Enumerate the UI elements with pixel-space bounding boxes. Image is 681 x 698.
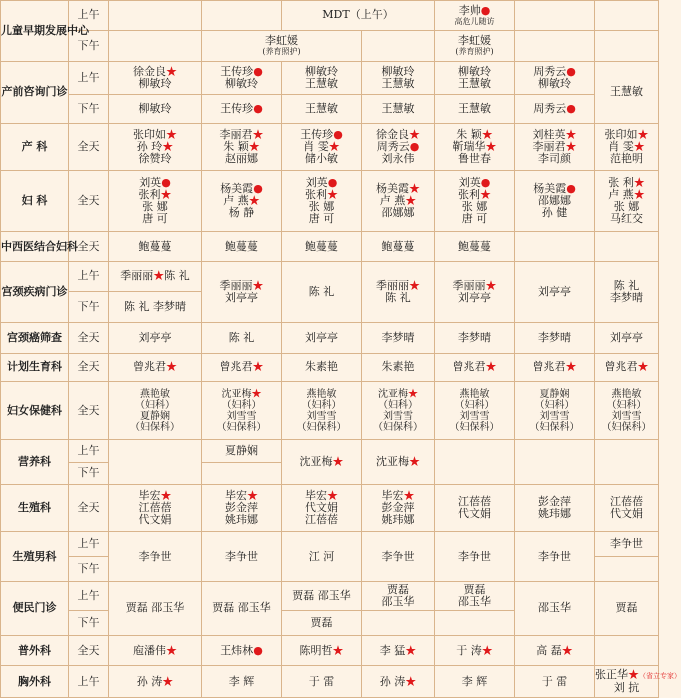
schedule-cell: 刘英● 张利★ 张 娜 唐 可: [109, 170, 202, 232]
period-label: 下午: [69, 557, 109, 582]
schedule-cell: 李梦晴: [435, 322, 515, 353]
schedule-cell: 季丽丽★ 陈 礼: [362, 262, 435, 323]
schedule-cell: 江蓓蓓 代文娟: [595, 485, 659, 532]
schedule-cell: 李梦晴: [362, 322, 435, 353]
schedule-cell: 王传珍● 柳敏玲: [202, 61, 282, 94]
period-label: 全天: [69, 124, 109, 170]
schedule-cell: 刘英● 张利★ 张 娜 唐 可: [282, 170, 362, 232]
table-row: [1, 170, 659, 232]
schedule-cell: 李争世: [595, 532, 659, 557]
schedule-cell: 刘亭亭: [515, 262, 595, 323]
schedule-cell: 柳敏玲 王慧敏: [435, 61, 515, 94]
dept-name: 儿童早期发展中心: [1, 1, 69, 62]
table-row: [1, 485, 659, 532]
period-label: 上午: [69, 262, 109, 292]
schedule-cell: 朱素艳: [362, 353, 435, 382]
schedule-cell: 杨美霞● 卢 燕★ 杨 静: [202, 170, 282, 232]
dept-name: 产 科: [1, 124, 69, 170]
schedule-cell: 朱素艳: [282, 353, 362, 382]
schedule-cell: 贾磊: [595, 581, 659, 635]
dept-name: 普外科: [1, 636, 69, 666]
schedule-cell: 李 猛★: [362, 636, 435, 666]
schedule-cell: 李虹媛 (养育照护): [435, 30, 515, 61]
table-row: [1, 262, 659, 292]
schedule-cell: 于 涛★: [435, 636, 515, 666]
schedule-cell: 张印如★ 肖 雯★ 范艳明: [595, 124, 659, 170]
schedule-cell: 张正华★（省立专家） 刘 抗: [595, 666, 659, 698]
table-row: [1, 30, 659, 61]
schedule-cell: 柳敏玲: [109, 94, 202, 124]
period-label: 全天: [69, 485, 109, 532]
schedule-cell: 柳敏玲 王慧敏: [282, 61, 362, 94]
schedule-cell: 鲍蔓蔓: [282, 232, 362, 262]
schedule-cell: 鲍蔓蔓: [109, 232, 202, 262]
schedule-cell: 陈 礼: [282, 262, 362, 323]
schedule-cell: 刘亭亭: [282, 322, 362, 353]
schedule-cell: 贾磊 邵玉华: [202, 581, 282, 635]
schedule-cell: 毕宏★ 代文娟 江蓓蓓: [282, 485, 362, 532]
schedule-cell: 燕艳敏 （妇科） 夏静娴 （妇保科）: [109, 382, 202, 440]
schedule-cell: 李争世: [515, 532, 595, 581]
schedule-cell: 杨美霞★ 卢 燕★ 邵娜娜: [362, 170, 435, 232]
schedule-cell: 李丽君★ 朱 颖★ 赵丽娜: [202, 124, 282, 170]
schedule-cell: 季丽丽★ 刘亭亭: [435, 262, 515, 323]
schedule-cell: 燕艳敏 （妇科） 刘雪雪 （妇保科）: [282, 382, 362, 440]
schedule-cell: 王传珍● 肖 雯★ 储小敏: [282, 124, 362, 170]
schedule-cell: 夏静娴: [202, 439, 282, 462]
schedule-cell: 李争世: [202, 532, 282, 581]
table-row: [1, 353, 659, 382]
schedule-cell: 李 辉: [435, 666, 515, 698]
dept-name: 生殖科: [1, 485, 69, 532]
table-row: [1, 666, 659, 698]
period-label: 上午: [69, 1, 109, 31]
period-label: 上午: [69, 61, 109, 94]
schedule-cell: 周秀云●: [515, 94, 595, 124]
schedule-cell: 朱 颖★ 靳瑞华★ 鲁世春: [435, 124, 515, 170]
schedule-cell: 王慧敏: [435, 94, 515, 124]
period-label: 全天: [69, 636, 109, 666]
schedule-cell: 江蓓蓓 代文娟: [435, 485, 515, 532]
schedule-cell: 陈 礼 李梦晴: [109, 291, 202, 322]
table-row: [1, 322, 659, 353]
dept-name: 妇 科: [1, 170, 69, 232]
schedule-cell: MDT（上午）: [282, 1, 435, 31]
schedule-cell: 柳敏玲 王慧敏: [362, 61, 435, 94]
schedule-cell: 王传珍●: [202, 94, 282, 124]
schedule-cell: 王慧敏: [282, 94, 362, 124]
schedule-cell: 陈 礼 李梦晴: [595, 262, 659, 323]
schedule-cell: 毕宏★ 彭金萍 姚玮娜: [362, 485, 435, 532]
schedule-cell: 于 雷: [282, 666, 362, 698]
dept-name: 计划生育科: [1, 353, 69, 382]
schedule-cell: 夏静娴 （妇科） 刘雪雪 （妇保科）: [515, 382, 595, 440]
schedule-cell: 刘桂英★ 李丽君★ 李司颜: [515, 124, 595, 170]
schedule-cell: 曾兆君★: [202, 353, 282, 382]
dept-name: 中西医结合妇科: [1, 232, 69, 262]
schedule-cell: 徐金良★ 周秀云● 刘永伟: [362, 124, 435, 170]
schedule-cell: 鲍蔓蔓: [362, 232, 435, 262]
table-row: [1, 1, 659, 31]
dept-name: 妇女保健科: [1, 382, 69, 440]
schedule-cell: 于 雷: [515, 666, 595, 698]
schedule-cell: 贾磊 邵玉华: [435, 581, 515, 610]
schedule-cell: 李争世: [109, 532, 202, 581]
table-row: [1, 439, 659, 462]
schedule-cell: 庖潘伟★: [109, 636, 202, 666]
schedule-cell: 沈亚梅★ （妇科） 刘雪雪 （妇保科）: [362, 382, 435, 440]
schedule-cell: 江 河: [282, 532, 362, 581]
schedule-cell: 沈亚梅★: [282, 439, 362, 484]
dept-name: 生殖男科: [1, 532, 69, 581]
period-label: 下午: [69, 94, 109, 124]
schedule-cell: 鲍蔓蔓: [435, 232, 515, 262]
schedule-cell: 李争世: [435, 532, 515, 581]
period-label: 上午: [69, 532, 109, 557]
schedule-cell: 季丽丽★ 刘亭亭: [202, 262, 282, 323]
schedule-cell: 徐金良★ 柳敏玲: [109, 61, 202, 94]
schedule-cell: 贾磊: [282, 610, 362, 636]
schedule-cell: 陈明哲★: [282, 636, 362, 666]
dept-name: 宫颈癌筛查: [1, 322, 69, 353]
schedule-cell: 张印如★ 孙 玲★ 徐赞玲: [109, 124, 202, 170]
schedule-cell: 毕宏★ 彭金萍 姚玮娜: [202, 485, 282, 532]
table-row: [1, 382, 659, 440]
dept-name: 产前咨询门诊: [1, 61, 69, 124]
schedule-cell: 李帅● 高危儿随访: [435, 1, 515, 31]
schedule-cell: 李争世: [362, 532, 435, 581]
table-row: [1, 124, 659, 170]
period-label: 全天: [69, 382, 109, 440]
schedule-cell: 张 利★ 卢 燕★ 张 娜 马红交: [595, 170, 659, 232]
period-label: 全天: [69, 232, 109, 262]
schedule-cell: 彭金萍 姚玮娜: [515, 485, 595, 532]
period-label: 下午: [69, 610, 109, 636]
schedule-cell: 王炜林●: [202, 636, 282, 666]
schedule-cell: 曾兆君★: [515, 353, 595, 382]
dept-name: 营养科: [1, 439, 69, 484]
table-row: [1, 636, 659, 666]
schedule-cell: 孙 涛★: [109, 666, 202, 698]
schedule-cell: 燕艳敏 （妇科） 刘雪雪 （妇保科）: [435, 382, 515, 440]
schedule-cell: 曾兆君★: [435, 353, 515, 382]
schedule-cell: 鲍蔓蔓: [202, 232, 282, 262]
period-label: 全天: [69, 322, 109, 353]
schedule-cell: 曾兆君★: [595, 353, 659, 382]
table-row: [1, 232, 659, 262]
schedule-cell: 周秀云● 柳敏玲: [515, 61, 595, 94]
table-row: [1, 581, 659, 610]
schedule-cell: 刘亭亭: [595, 322, 659, 353]
table-row: [1, 94, 659, 124]
schedule-cell: 毕宏★ 江蓓蓓 代文娟: [109, 485, 202, 532]
table-row: [1, 532, 659, 557]
period-label: 下午: [69, 291, 109, 322]
schedule-cell: 陈 礼: [202, 322, 282, 353]
schedule-cell: 刘英● 张利★ 张 娜 唐 可: [435, 170, 515, 232]
schedule-cell: 李梦晴: [515, 322, 595, 353]
schedule-cell: 王慧敏: [362, 94, 435, 124]
dept-name: 胸外科: [1, 666, 69, 698]
period-label: 上午: [69, 439, 109, 462]
period-label: 全天: [69, 170, 109, 232]
schedule-cell: 贾磊 邵玉华: [109, 581, 202, 635]
schedule-cell: 高 磊★: [515, 636, 595, 666]
schedule-cell: 季丽丽★陈 礼: [109, 262, 202, 292]
schedule-cell: 曾兆君★: [109, 353, 202, 382]
schedule-cell: 燕艳敏 （妇科） 刘雪雪 （妇保科）: [595, 382, 659, 440]
schedule-cell: 孙 涛★: [362, 666, 435, 698]
period-label: 上午: [69, 581, 109, 610]
period-label: 下午: [69, 30, 109, 61]
schedule-cell: 李虹媛 (养育照护): [202, 30, 362, 61]
schedule-cell: 沈亚梅★: [362, 439, 435, 484]
dept-name: 宫颈疾病门诊: [1, 262, 69, 323]
schedule-cell: 李 辉: [202, 666, 282, 698]
schedule-cell: 刘亭亭: [109, 322, 202, 353]
table-row: [1, 61, 659, 94]
period-label: 上午: [69, 666, 109, 698]
period-label: 全天: [69, 353, 109, 382]
schedule-cell: 沈亚梅★ （妇科） 刘雪雪 （妇保科）: [202, 382, 282, 440]
period-label: 下午: [69, 462, 109, 485]
dept-name: 便民门诊: [1, 581, 69, 635]
schedule-cell: 杨美霞● 邵娜娜 孙 健: [515, 170, 595, 232]
schedule-cell: 王慧敏: [595, 61, 659, 124]
schedule-cell: 贾磊 邵玉华: [282, 581, 362, 610]
schedule-cell: 贾磊 邵玉华: [362, 581, 435, 610]
schedule-cell: 邵玉华: [515, 581, 595, 635]
